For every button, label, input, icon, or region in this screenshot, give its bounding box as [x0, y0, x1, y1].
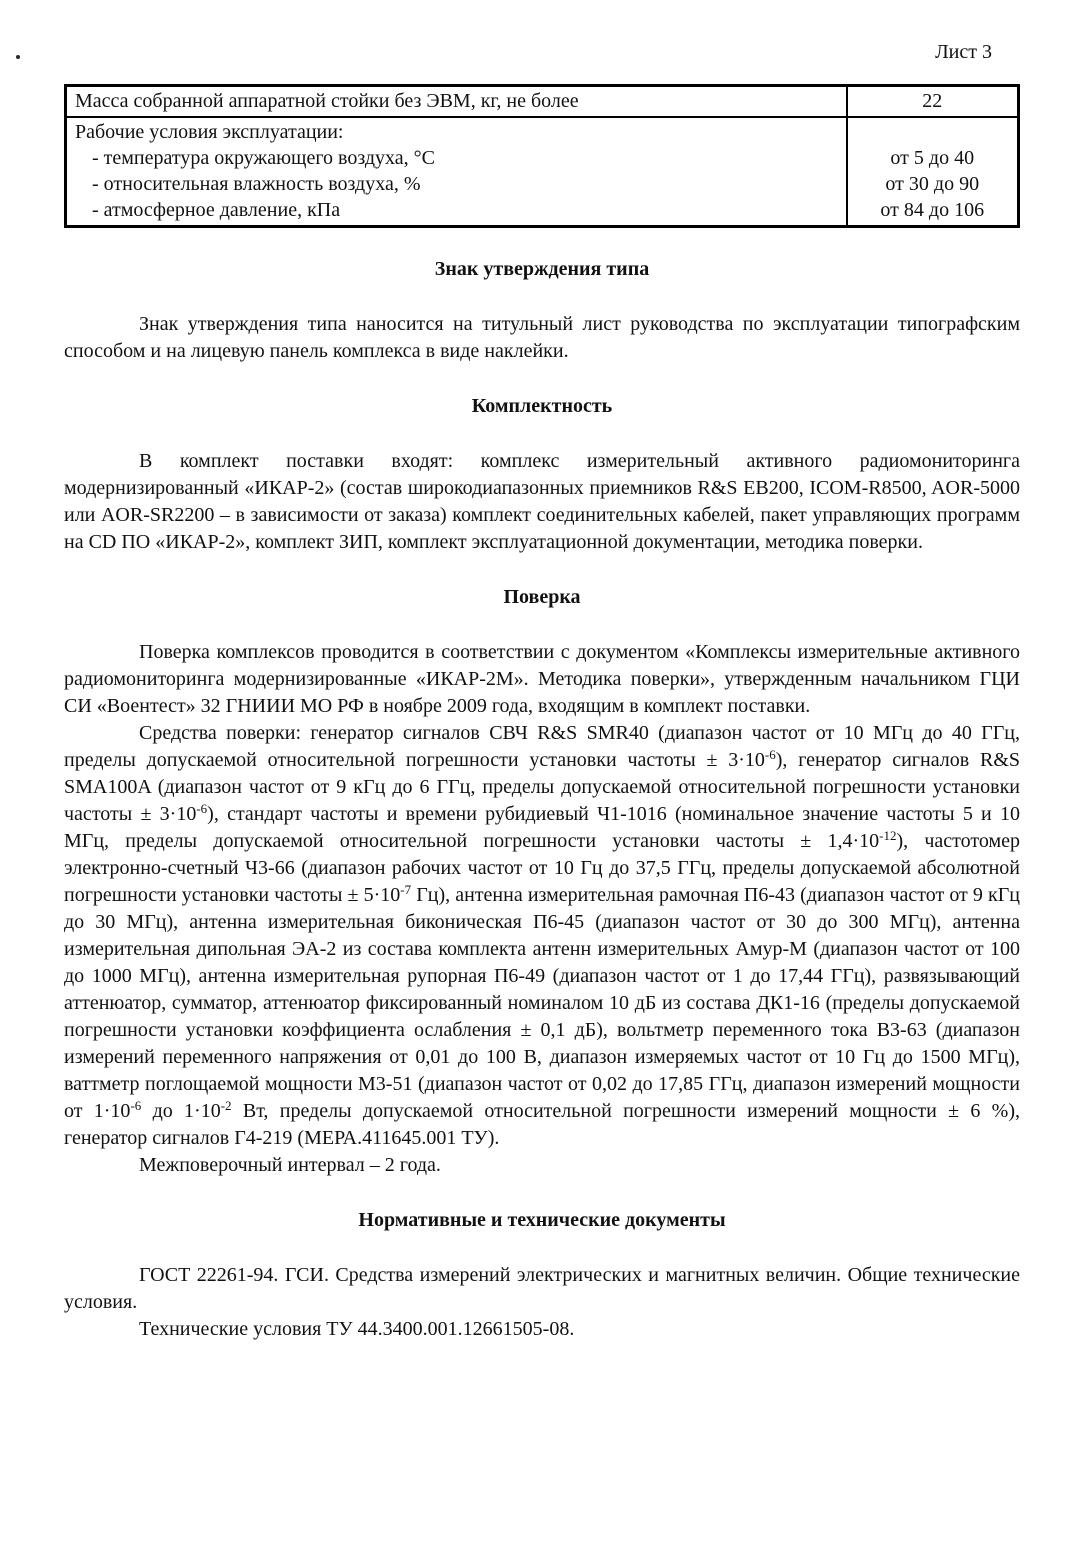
paragraph-verification-procedure: Поверка комплексов проводится в соответствии с документом «Комплексы измерительные активного радиомониторинга модернизированные «ИКАР-2М». Методика поверки», утвержденным начальником ГЦИ СИ «Воентест» 32 ГНИИИ МО РФ в ноябре 2009 года, входящим в комплект поставки. — [64, 641, 1020, 717]
spec-table — [64, 84, 1020, 228]
section-completeness — [64, 393, 1020, 556]
section-verification — [64, 584, 1020, 1179]
section-heading-normative-docs: Нормативные и технические документы — [358, 1209, 726, 1231]
conditions-title: Рабочие условия эксплуатации: — [75, 121, 344, 143]
paragraph-type-approval: Знак утверждения типа наносится на титульный лист руководства по эксплуатации типографским способом и на лицевую панель комплекса в виде наклейки. — [64, 313, 1020, 362]
table-cell-mass-label: Масса собранной аппаратной стойки без ЭВМ, кг, не более — [66, 86, 847, 118]
section-heading-verification: Поверка — [503, 586, 581, 608]
table-cell-conditions-label — [66, 117, 847, 227]
section-heading-completeness: Комплектность — [471, 395, 613, 417]
condition-humidity-value: от 30 до 90 — [885, 173, 980, 195]
table-cell-mass-value: 22 — [847, 86, 1019, 118]
condition-pressure-value: от 84 до 106 — [880, 199, 985, 221]
section-normative-docs — [64, 1207, 1020, 1343]
condition-temperature-value: от 5 до 40 — [890, 147, 975, 169]
condition-temperature-label: - температура окружающего воздуха, °С — [92, 147, 436, 169]
table-cell-conditions-values — [847, 117, 1019, 227]
condition-humidity-label: - относительная влажность воздуха, % — [92, 173, 421, 195]
paragraph-tu: Технические условия ТУ 44.3400.001.12661505-08. — [139, 1318, 575, 1340]
paragraph-verification-means: Средства поверки: генератор сигналов СВЧ R&S SMR40 (диапазон частот от 10 МГц до 40 ГГц, пределы допускаемой относительной погрешности установки частоты ± $3\cdot 10^{-6}$), генератор сигналов R&S SMA100A (диапазон частот от 9 кГц до 6 ГГц, пределы допускаемой относительной погрешности установки частоты ± $3\cdot 10^{-6}$), стандарт частоты и времени рубидиевый Ч1-1016 (номинальное значение частоты 5 и 10 МГц, пределы допускаемой относительной погрешности установки частоты ± $1,4\cdot 10^{-12}$), частотомер электронно-счетный Ч3-66 (диапазон рабочих частот от 10 Гц до 37,5 ГГц, пределы допускаемой абсолютной погрешности установки частоты ± $5\cdot 10^{-7}$ Гц), антенна измерительная рамочная П6-43 (диапазон частот от 9 кГц до 30 МГц), антенна измерительная биконическая П6-45 (диапазон частот от 30 до 300 МГц), антенна измерительная дипольная ЭА-2 из состава комплекта антенн измерительных Амур-М (диапазон частот от 100 до 1000 МГц), антенна измерительная рупорная П6-49 (диапазон частот от 1 до 17,44 ГГц), развязывающий аттенюатор, сумматор, аттенюатор фиксированный номиналом 10 дБ из состава ДК1-16 (пределы допускаемой погрешности установки коэффициента ослабления ± 0,1 дБ), вольтметр переменного тока В3-63 (диапазон измерений переменного напряжения от 0,01 до 100 В, диапазон измеряемых частот от 10 Гц до 1500 МГц), ваттметр поглощаемой мощности М3-51 (диапазон частот от 0,02 до 17,85 ГГц, диапазон измерений мощности от $1\cdot 10^{-6}$ до $1\cdot 10^{-2}$ Вт, пределы допускаемой относительной погрешности измерений мощности ± 6 %), генератор сигналов Г4-219 (МЕРА.411645.001 ТУ). — [64, 722, 1020, 1149]
section-heading-type-approval: Знак утверждения типа — [434, 258, 650, 280]
sheet-number-label: Лист 3 — [935, 41, 992, 63]
table-row-mass — [66, 86, 1019, 118]
paragraph-completeness: В комплект поставки входят: комплекс измерительный активного радиомониторинга модернизированный «ИКАР-2» (состав широкодиапазонных приемников R&S EB200, ICOM-R8500, AOR-5000 или AOR-SR2200 – в зависимости от заказа) комплект соединительных кабелей, пакет управляющих программ на CD ПО «ИКАР-2», комплект ЗИП, комплект эксплуатационной документации, методика поверки. — [64, 450, 1020, 553]
condition-pressure-label: - атмосферное давление, кПа — [92, 199, 341, 221]
section-type-approval — [64, 256, 1020, 365]
paragraph-verification-interval: Межповерочный интервал – 2 года. — [139, 1154, 441, 1176]
scan-artifact-dot — [16, 55, 20, 59]
document-content — [64, 0, 1020, 1343]
table-row-operating-conditions — [66, 117, 1019, 227]
paragraph-gost: ГОСТ 22261-94. ГСИ. Средства измерений электрических и магнитных величин. Общие технические условия. — [64, 1264, 1020, 1313]
